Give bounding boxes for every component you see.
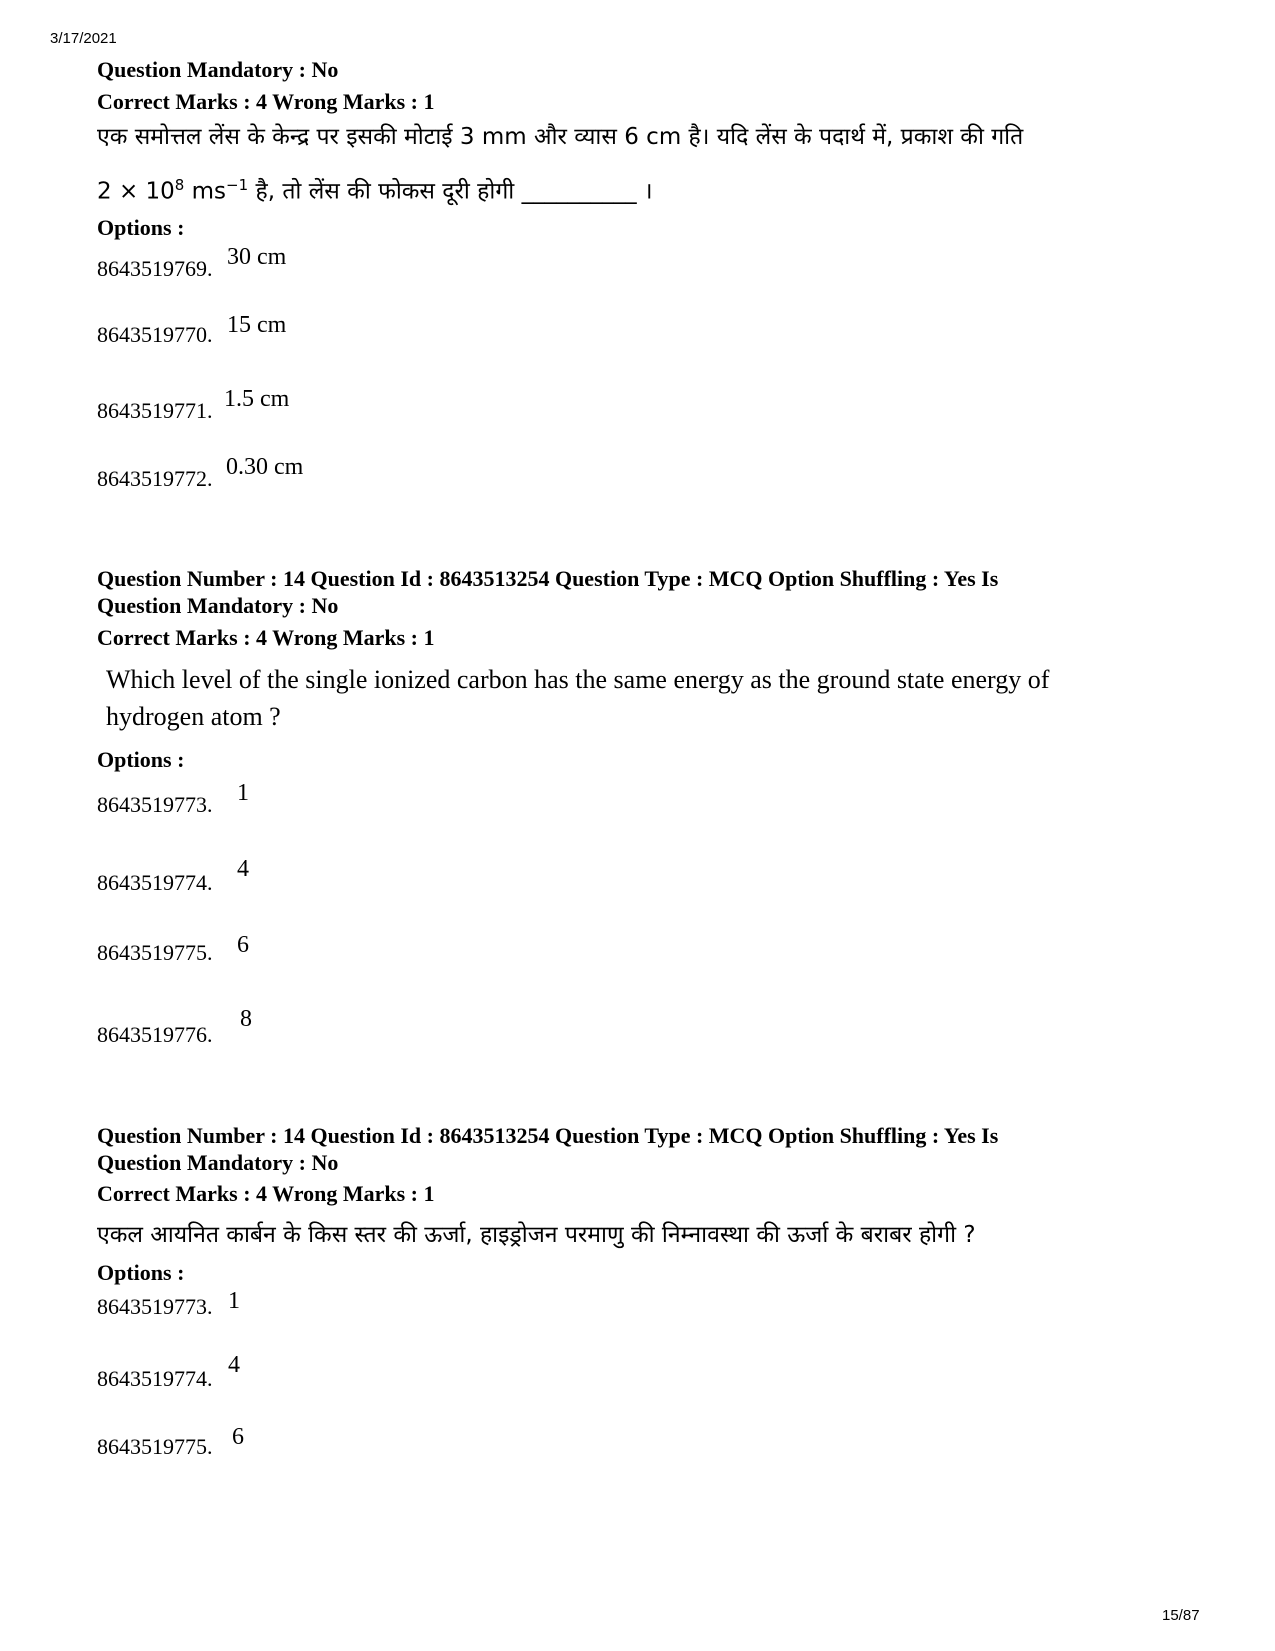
formula-exponent: 8 xyxy=(174,176,185,194)
question-text-line: Which level of the single ionized carbon has the same energy as the ground state energy of xyxy=(106,665,1050,694)
page-number: 15/87 xyxy=(1162,1607,1200,1624)
question-marks: Correct Marks : 4 Wrong Marks : 1 xyxy=(97,89,435,114)
option-value: 6 xyxy=(232,1424,244,1450)
question-marks: Correct Marks : 4 Wrong Marks : 1 xyxy=(97,625,435,650)
option-id: 8643519775. xyxy=(97,1434,213,1459)
option-value: 30 cm xyxy=(227,244,287,270)
options-label: Options : xyxy=(97,1260,185,1285)
option-id: 8643519773. xyxy=(97,1294,213,1319)
question-mandatory: Question Mandatory : No xyxy=(97,57,339,82)
options-label: Options : xyxy=(97,215,185,240)
question-text-rest: है, तो लेंस की फोकस दूरी होगी __________ । xyxy=(248,178,653,205)
option-value: 0.30 cm xyxy=(226,454,304,480)
option-value: 4 xyxy=(228,1352,240,1378)
option-value: 1 xyxy=(237,780,249,806)
question-header: Question Number : 14 Question Id : 8643513254 Question Type : MCQ Option Shuffling : Yes Is xyxy=(97,1123,999,1148)
option-value: 1 xyxy=(228,1288,240,1314)
option-id: 8643519769. xyxy=(97,256,213,281)
option-id: 8643519773. xyxy=(97,792,213,817)
question-mandatory: Question Mandatory : No xyxy=(97,1150,339,1175)
question-header: Question Number : 14 Question Id : 8643513254 Question Type : MCQ Option Shuffling : Yes Is xyxy=(97,566,999,591)
option-id: 8643519775. xyxy=(97,940,213,965)
option-value: 8 xyxy=(240,1006,252,1032)
option-value: 1.5 cm xyxy=(224,386,290,412)
option-id: 8643519772. xyxy=(97,466,213,491)
option-value: 4 xyxy=(237,856,249,882)
formula-exponent: −1 xyxy=(226,176,249,194)
formula-base: 2 × 10 xyxy=(97,178,175,205)
question-text-line: hydrogen atom ? xyxy=(106,702,281,731)
option-id: 8643519771. xyxy=(97,398,213,423)
option-id: 8643519774. xyxy=(97,870,213,895)
question-marks: Correct Marks : 4 Wrong Marks : 1 xyxy=(97,1181,435,1206)
question-text-line: एकल आयनित कार्बन के किस स्तर की ऊर्जा, हाइड्रोजन परमाणु की निम्नावस्था की ऊर्जा के बराबर होगी ? xyxy=(97,1222,976,1248)
question-mandatory: Question Mandatory : No xyxy=(97,593,339,618)
option-id: 8643519774. xyxy=(97,1366,213,1391)
option-value: 6 xyxy=(237,932,249,958)
option-id: 8643519776. xyxy=(97,1022,213,1047)
question-text-line xyxy=(97,168,653,209)
option-id: 8643519770. xyxy=(97,322,213,347)
print-date: 3/17/2021 xyxy=(50,30,117,47)
options-label: Options : xyxy=(97,747,185,772)
option-value: 15 cm xyxy=(227,312,287,338)
formula-unit: ms xyxy=(184,178,227,205)
question-text-line: एक समोत्तल लेंस के केन्द्र पर इसकी मोटाई 3 mm और व्यास 6 cm है। यदि लेंस के पदार्थ में, प्रकाश की गति xyxy=(97,124,1024,150)
